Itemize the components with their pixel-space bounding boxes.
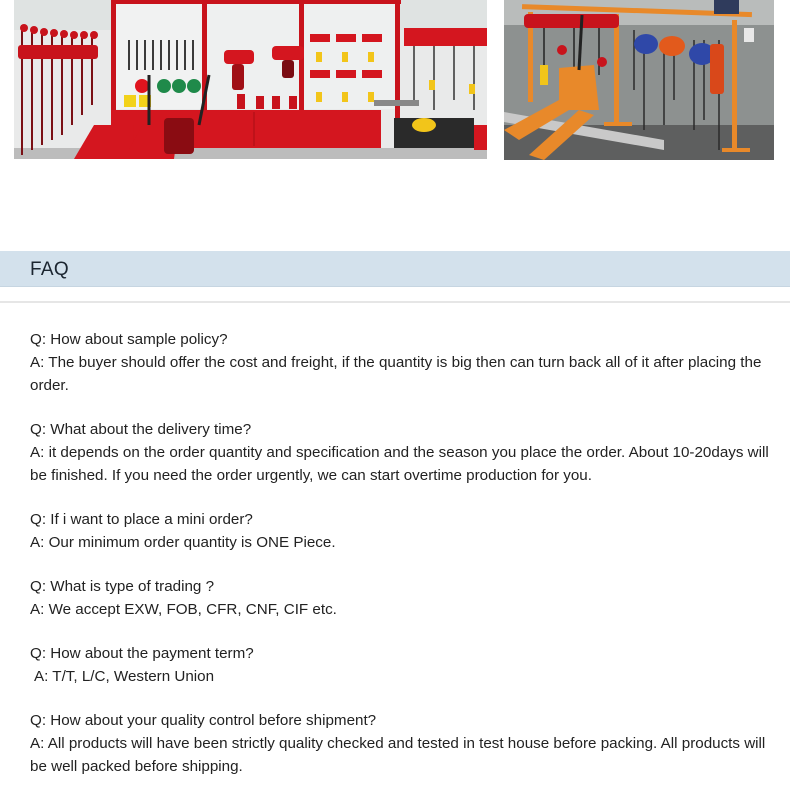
- faq-list: [30, 328, 775, 799]
- faq-header-bar: [0, 251, 790, 287]
- faq-item-delivery-time: [30, 418, 775, 487]
- faq-title: FAQ: [30, 259, 69, 280]
- showroom-image: [14, 0, 487, 159]
- faq-answer: A: Our minimum order quantity is ONE Piece.: [30, 534, 336, 551]
- showroom-photo: [14, 0, 487, 159]
- faq-question: Q: If i want to place a mini order?: [30, 511, 253, 528]
- faq-item-quality-control: [30, 709, 775, 778]
- exhibition-stand-photo: [504, 0, 774, 160]
- faq-answer: A: The buyer should offer the cost and freight, if the quantity is big then can turn back all of it after placing the order.: [30, 354, 762, 394]
- faq-answer: A: it depends on the order quantity and specification and the season you place the order. About 10-20days will be finished. If you need the order urgently, we can start overtime production for you.: [30, 444, 769, 484]
- faq-question: Q: How about your quality control before shipment?: [30, 712, 377, 729]
- faq-question: Q: How about sample policy?: [30, 331, 228, 348]
- exhibition-stand-image: [504, 0, 774, 160]
- faq-answer: A: All products will have been strictly quality checked and tested in test house before packing. All products will be well packed before shipping.: [30, 735, 766, 775]
- faq-item-sample-policy: [30, 328, 775, 397]
- section-divider: [0, 301, 790, 303]
- faq-question: Q: What about the delivery time?: [30, 421, 252, 438]
- faq-item-payment-term: [30, 642, 775, 688]
- faq-answer: A: We accept EXW, FOB, CFR, CNF, CIF etc.: [30, 601, 337, 618]
- faq-answer: A: T/T, L/C, Western Union: [34, 668, 215, 685]
- faq-item-mini-order: [30, 508, 775, 554]
- faq-item-trading-type: [30, 575, 775, 621]
- faq-question: Q: What is type of trading ?: [30, 578, 215, 595]
- faq-question: Q: How about the payment term?: [30, 645, 254, 662]
